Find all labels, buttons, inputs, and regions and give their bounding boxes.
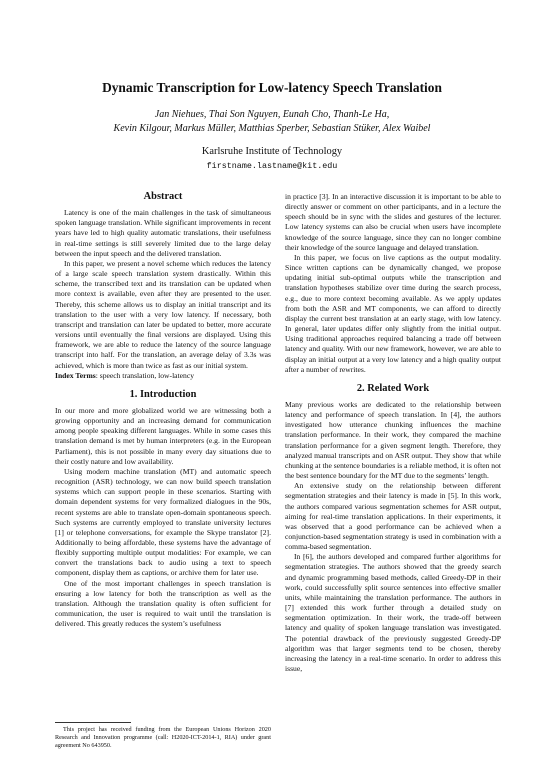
abstract-paragraph: Latency is one of the main challenges in the task of simultaneous spoken language translation. While significant improvements in recent years have led to high quality automatic translations, their usefulness in real-time settings is still severely limited due to the large delay between the input speech and the delivered translation. bbox=[55, 208, 271, 258]
body-paragraph: Many previous works are dedicated to the relationship between latency and performance of speech translation. In [4], the authors investigated how utterance chunking influences the machine translation performance. In their work, they compared the machine translation performance for a given segment length. Therefore, they analyzed manual transcripts and on ASR output. They show that while chunking at the sentence boundaries is a reliable method, it is often not the best sentence boundary for the MT due to the segments’ length. bbox=[285, 399, 501, 481]
abstract-paragraph: In this paper, we present a novel scheme which reduces the latency of a large scale speech translation system drastically. Within this scheme, the transcribed text and its translation can be updated when more context is available, even after they are presented to the user. Thereby, this scheme allows us to display an initial transcript and its translation to the user with a very low latency. If necessary, both transcript and translation can later be updated to better, more accurate versions until eventually the final versions are displayed. Using this framework, we are able to reduce the latency of the source language transcript into half. For the translation, an average delay of 3.3s was achieved, which is more than twice as fast as our initial system. bbox=[55, 258, 271, 370]
email-address: firstname.lastname@kit.edu bbox=[206, 161, 338, 171]
index-terms-label: Index Terms bbox=[55, 370, 96, 380]
left-column bbox=[55, 188, 271, 629]
footnote-text: This project has received funding from the European Unions Horizon 2020 Research and Innovation programme (call: H2020-ICT-2014-1, RIA) under grant agreement No 643950. bbox=[55, 726, 271, 749]
footnote-rule bbox=[55, 722, 131, 723]
index-terms-value: : speech translation, low-latency bbox=[95, 370, 194, 380]
body-paragraph: One of the most important challenges in speech translation is ensuring a low latency for both the transcription as well as the translation. Although the translation quality is often sufficient for communication, the user is required to wait until the translation is delivered. This greatly reduces the system’s usefulness bbox=[55, 578, 271, 629]
author-list bbox=[40, 108, 504, 136]
paper-title: Dynamic Transcription for Low-latency Speech Translation bbox=[102, 80, 442, 95]
author-line-1: Jan Niehues, Thai Son Nguyen, Eunah Cho, Thanh-Le Ha, bbox=[154, 109, 390, 120]
introduction-heading: 1. Introduction bbox=[129, 388, 197, 400]
affiliation: Karlsruhe Institute of Technology bbox=[201, 146, 343, 157]
body-paragraph: In [6], the authors developed and compared further algorithms for segmentation strategies. The authors showed that the greedy search and dynamic programming based methods, called Greedy-DP in their work, could successfully split source sentences into effective smaller units, while maintaining the translation performance. The authors in [7] extended this work further through a detailed study on segmentation optimization. In their work, the trade-off between latency and quality of spoken language translation was investigated. The potential drawback of the previously suggested Greedy-DP algorithm was that larger segments tend to be chosen, thereby increasing the latency in a real-time scenario. In order to address this issue, bbox=[285, 552, 501, 674]
abstract-section bbox=[55, 192, 271, 381]
body-paragraph: in practice [3]. In an interactive discussion it is important to be able to directly answer or comment on other participants, and in a lecture the speech should be in sync with the slides and gestures of the lecturer. Low latency systems can also be crucial when users have incomplete knowledge of the source language, since they can no longer combine their knowledge of the source language and delayed translation. bbox=[285, 192, 501, 252]
body-paragraph: In this paper, we focus on live captions as the output modality. Since written captions can be dynamically changed, we propose updating initial sub-optimal outputs while the transcription and translation hypotheses stabilize over time during the search process, e.g., due to more context becoming available. As we apply updates from both the ASR and MT components, we can afford to directly display the current best translation at an early stage, with low latency. In general, later updates differ only slightly from the initial output. Using traditional approaches required balancing a trade off between latency and quality. With our new framework, however, we are able to display an initial output at a very low latency and a high quality output after a number of rewrites. bbox=[285, 252, 501, 374]
right-column bbox=[285, 192, 501, 674]
author-line-2: Kevin Kilgour, Markus Müller, Matthias Sperber, Sebastian Stüker, Alex Waibel bbox=[113, 123, 431, 134]
body-paragraph: In our more and more globalized world we are witnessing both a growing opportunity and an increasing demand for communication among people speaking different languages. While in some cases this translation demand is met by human interpreters (e.g. in the European Parliament), this is not possible in many every day situations due to their costly nature and low availability. bbox=[55, 405, 271, 466]
body-paragraph: An extensive study on the relationship between different segmentation strategies and their latency is made in [5]. In this work, the authors compared various segmentation schemes for ASR output, aiming for real-time translation applications. In their experiments, it was observed that a good performance can be achieved when a conjunction-based segmentation strategy is used in combination with a comma-based segmentation. bbox=[285, 481, 501, 552]
related-work-heading: 2. Related Work bbox=[356, 382, 430, 394]
index-terms bbox=[55, 371, 271, 381]
body-paragraph: Using modern machine translation (MT) and automatic speech recognition (ASR) technology, we can now build speech translation systems which can support people in these scenarios. Starting with domain dependent systems for very formalized dialogues in the 90s, recent systems are able to translate open-domain spontaneous speech. Such systems are currently employed to translate university lectures [1] or telephone conversations, for example the Skype translator [2]. Additionally to being affordable, these systems have the advantage of flexibly supporting multiple output modalities: For example, we can convert the translations back to audio using a text to speech component, display them as captions, or archive them for later use. bbox=[55, 466, 271, 578]
footnote bbox=[55, 722, 271, 750]
abstract-heading: Abstract bbox=[143, 191, 183, 202]
introduction-section bbox=[55, 390, 271, 630]
